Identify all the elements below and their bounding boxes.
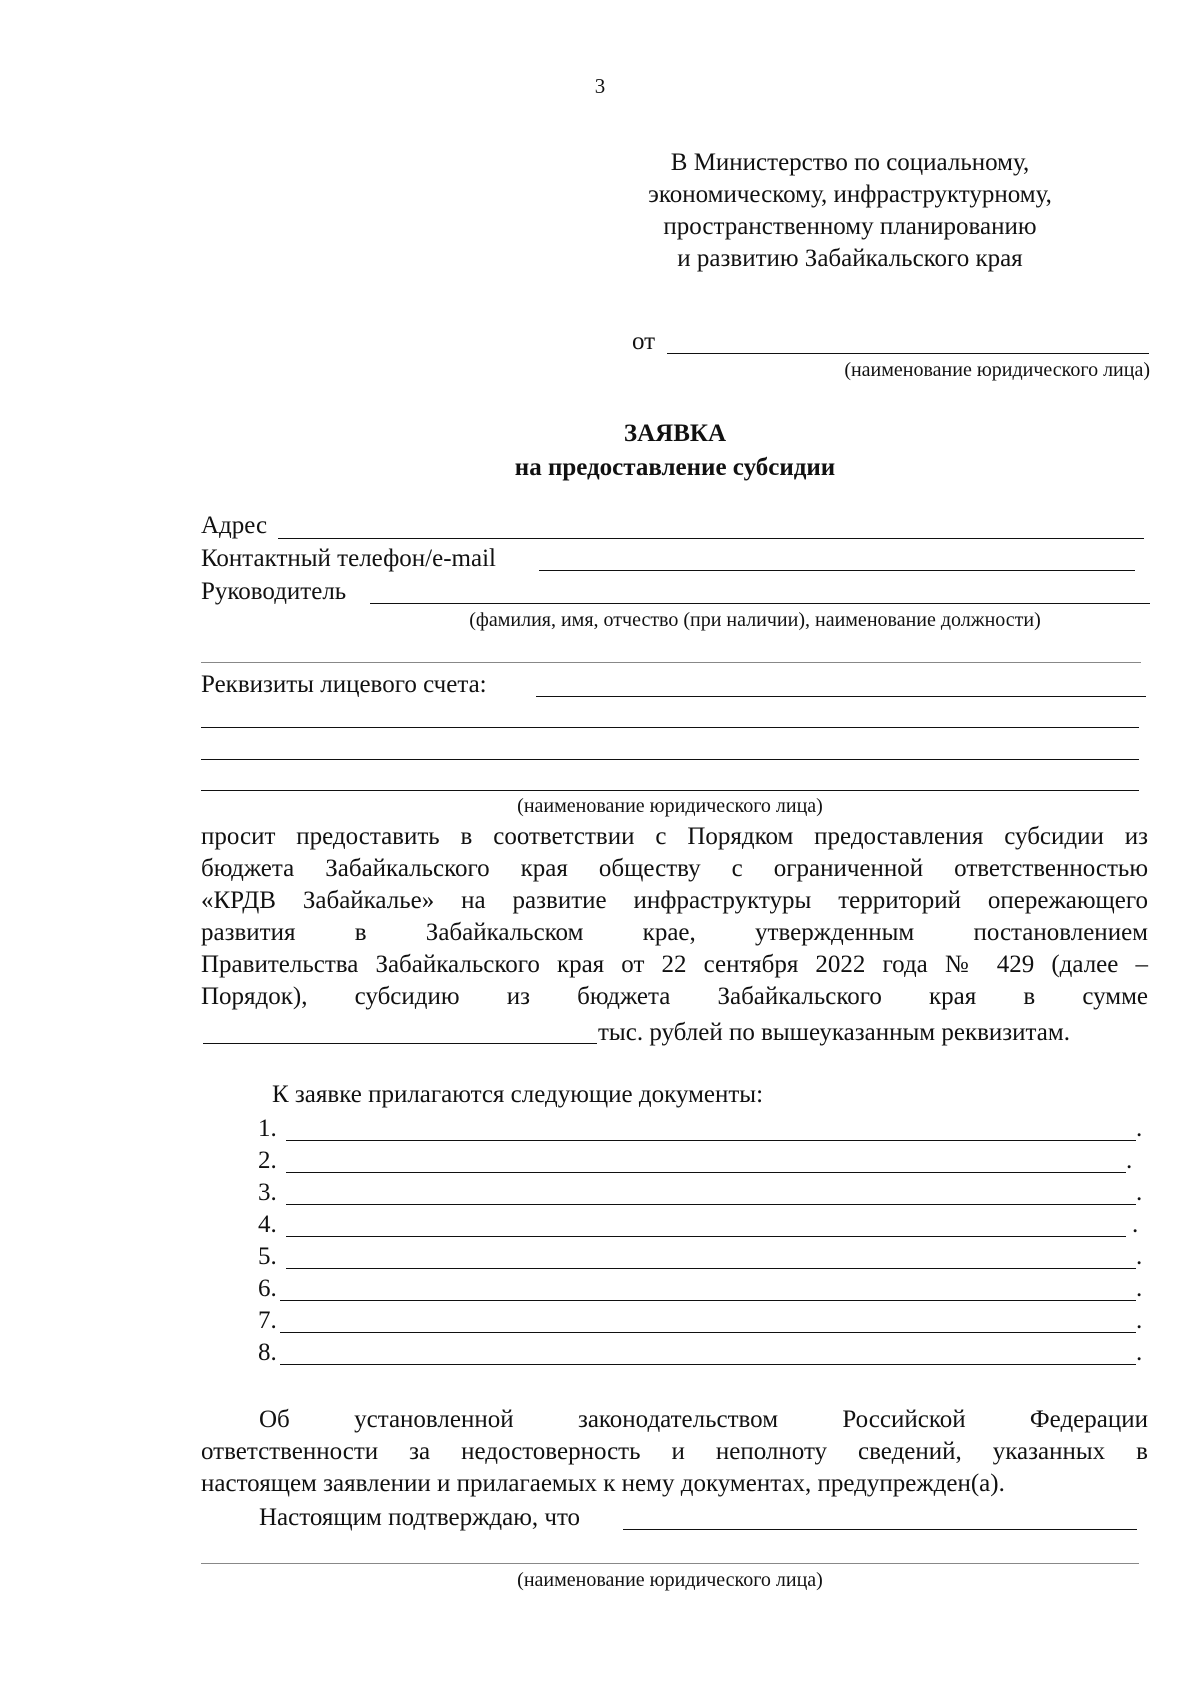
entity-hint: (наименование юридического лица) [517, 795, 823, 817]
attachment-number: 4. [258, 1211, 277, 1238]
from-hint: (наименование юридического лица) [844, 359, 1150, 381]
document-title: ЗАЯВКА [623, 420, 727, 447]
addressee-line: экономическому, инфраструктурному, [648, 181, 1052, 208]
liability-last-line: настоящем заявлении и прилагаемых к нему документах, предупрежден(а). [201, 1470, 1005, 1497]
head-extra-line[interactable] [201, 662, 1141, 663]
confirm-label: Настоящим подтверждаю, что [259, 1504, 581, 1531]
attachment-number: 7. [258, 1307, 277, 1334]
head-field[interactable] [370, 603, 1150, 604]
confirm-hint: (наименование юридического лица) [517, 1569, 823, 1591]
attachment-end-mark: . [1136, 1307, 1143, 1334]
document-subtitle: на предоставление субсидии [514, 454, 836, 481]
amount-field[interactable] [203, 1043, 597, 1044]
addressee-line: и развитию Забайкальского края [677, 245, 1023, 272]
request-line: Правительства Забайкальского края от 22 сентября 2022 года № 429 (далее – [201, 951, 1148, 978]
liability-line: ответственности за недостоверность и неполноту сведений, указанных в [201, 1438, 1148, 1465]
attachment-end-mark: . [1136, 1179, 1143, 1206]
liability-paragraph [201, 1404, 1148, 1500]
account-line[interactable] [201, 759, 1139, 760]
attachment-end-mark: . [1132, 1211, 1139, 1238]
attachment-number: 5. [258, 1243, 277, 1270]
head-hint: (фамилия, имя, отчество (при наличии), наименование должности) [469, 609, 1041, 631]
attachment-number: 6. [258, 1275, 277, 1302]
from-underline[interactable] [667, 353, 1149, 354]
liability-line: Об установленной законодательством Российской Федерации [259, 1406, 1148, 1433]
request-line: бюджета Забайкальского края обществу с ограниченной ответственностью [201, 855, 1148, 882]
attachment-end-mark: . [1136, 1243, 1143, 1270]
attachment-number: 2. [258, 1147, 277, 1174]
attachment-field[interactable] [286, 1140, 1136, 1141]
from-label: от [632, 328, 656, 355]
account-line[interactable] [201, 790, 1139, 791]
confirm-extra-line[interactable] [201, 1563, 1139, 1564]
addressee-line: В Министерство по социальному, [670, 149, 1030, 176]
attachment-number: 3. [258, 1179, 277, 1206]
attachment-field[interactable] [280, 1300, 1136, 1301]
attachment-end-mark: . [1136, 1275, 1143, 1302]
request-line: просит предоставить в соответствии с Порядком предоставления субсидии из [201, 823, 1148, 850]
attachment-field[interactable] [280, 1364, 1136, 1365]
attachment-field[interactable] [286, 1268, 1136, 1269]
contact-field[interactable] [539, 570, 1135, 571]
address-field[interactable] [278, 538, 1144, 539]
addressee-block [600, 147, 1100, 275]
addressee-line: пространственному планированию [663, 213, 1037, 240]
attachments-heading: К заявке прилагаются следующие документы: [272, 1081, 764, 1108]
page-number: 3 [594, 74, 606, 98]
request-line: «КРДВ Забайкалье» на развитие инфраструктуры территорий опережающего [201, 887, 1148, 914]
account-field[interactable] [536, 696, 1146, 697]
address-label: Адрес [201, 512, 268, 539]
request-last-line: тыс. рублей по вышеуказанным реквизитам. [598, 1019, 1070, 1046]
contact-label: Контактный телефон/e-mail [201, 545, 496, 572]
request-paragraph [201, 821, 1148, 1013]
head-label: Руководитель [201, 578, 347, 605]
attachment-field[interactable] [286, 1172, 1126, 1173]
attachment-end-mark: . [1136, 1115, 1143, 1142]
confirm-field[interactable] [623, 1529, 1137, 1530]
account-line[interactable] [201, 727, 1139, 728]
attachment-field[interactable] [280, 1332, 1136, 1333]
attachment-field[interactable] [286, 1236, 1126, 1237]
attachment-field[interactable] [286, 1204, 1136, 1205]
request-line: Порядок), субсидию из бюджета Забайкальского края в сумме [201, 983, 1148, 1010]
attachment-end-mark: . [1136, 1339, 1143, 1366]
attachment-number: 1. [258, 1115, 277, 1142]
attachment-end-mark: . [1126, 1147, 1133, 1174]
account-label: Реквизиты лицевого счета: [201, 671, 487, 698]
request-line: развития в Забайкальском крае, утвержденным постановлением [201, 919, 1148, 946]
attachment-number: 8. [258, 1339, 277, 1366]
